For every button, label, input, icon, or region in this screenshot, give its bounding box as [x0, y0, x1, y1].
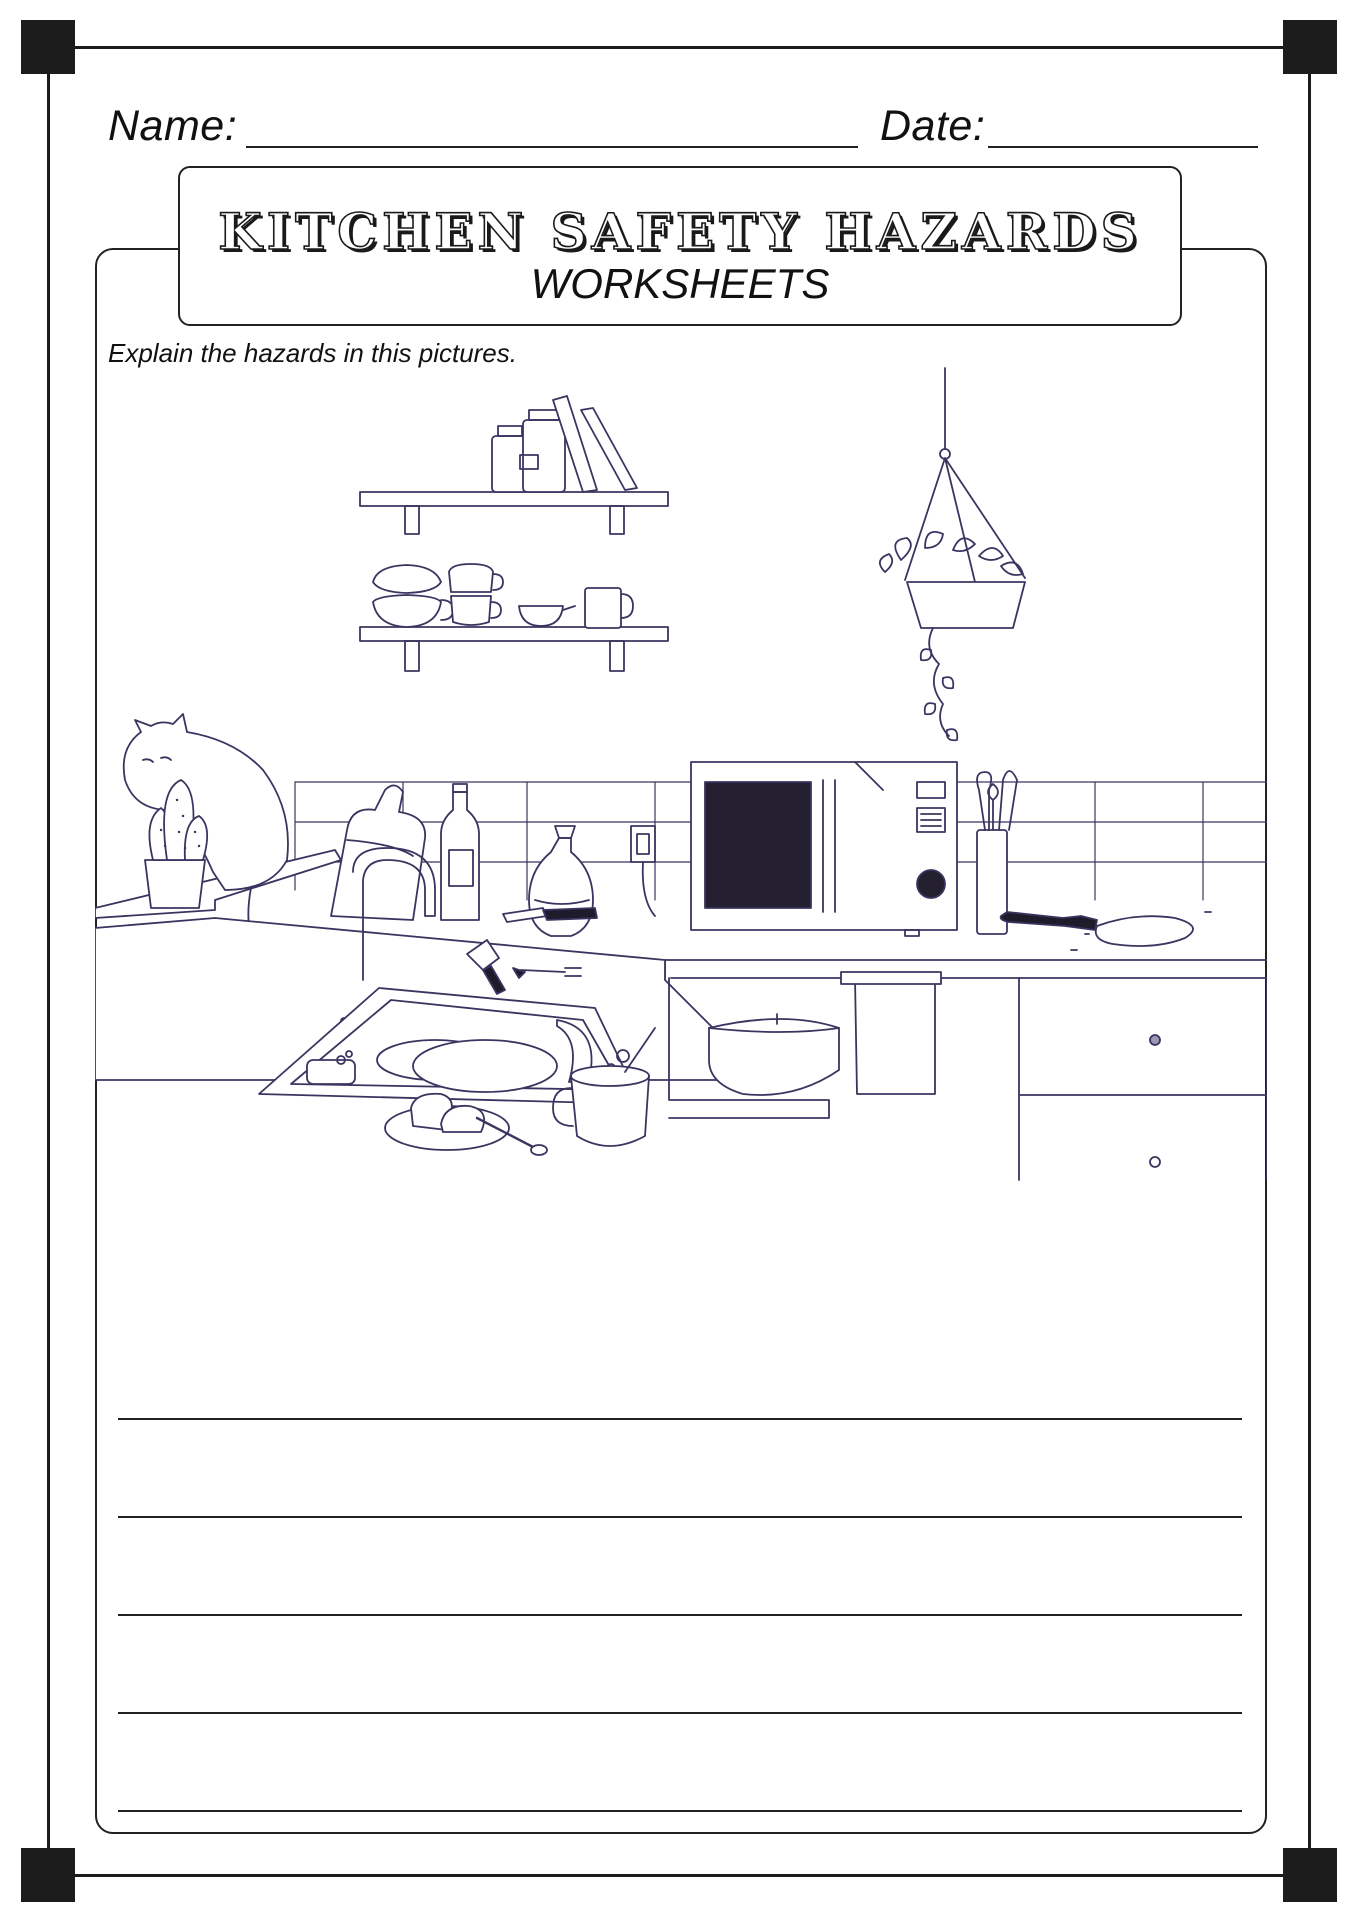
dishwasher: [669, 972, 941, 1118]
hanging-plant: [880, 368, 1025, 740]
name-field[interactable]: [246, 146, 858, 148]
answer-line[interactable]: [118, 1614, 1242, 1616]
corner-square-bottom-right: [1283, 1848, 1337, 1902]
answer-line[interactable]: [118, 1810, 1242, 1812]
frame-top-line: [47, 46, 1311, 49]
utensil-holder: [977, 771, 1017, 934]
answer-line[interactable]: [118, 1418, 1242, 1420]
answer-line[interactable]: [118, 1712, 1242, 1714]
name-label: Name:: [108, 102, 238, 150]
toast-plate: [385, 1094, 547, 1155]
corner-square-top-left: [21, 20, 75, 74]
lower-shelf: [360, 564, 668, 671]
frame-right-line: [1308, 46, 1311, 1877]
microwave: [691, 762, 957, 936]
upper-shelf: [360, 396, 668, 534]
worksheet-subtitle: WORKSHEETS: [530, 260, 830, 307]
frame-left-line: [47, 46, 50, 1877]
date-label: Date:: [880, 102, 986, 150]
cutting-board: [331, 785, 425, 920]
instruction-text: Explain the hazards in this pictures.: [108, 338, 517, 368]
frame-bottom-line: [47, 1874, 1311, 1877]
corner-square-top-right: [1283, 20, 1337, 74]
date-field[interactable]: [988, 146, 1258, 148]
kitchen-illustration: [95, 360, 1267, 1220]
wall-outlet: [631, 826, 655, 916]
corner-square-bottom-left: [21, 1848, 75, 1902]
answer-line[interactable]: [118, 1516, 1242, 1518]
lower-cabinets: [1019, 978, 1267, 1180]
oil-bottle: [441, 784, 479, 920]
worksheet-title: KITCHEN SAFETY HAZARDS: [218, 202, 1142, 261]
title-box: [178, 166, 1182, 326]
